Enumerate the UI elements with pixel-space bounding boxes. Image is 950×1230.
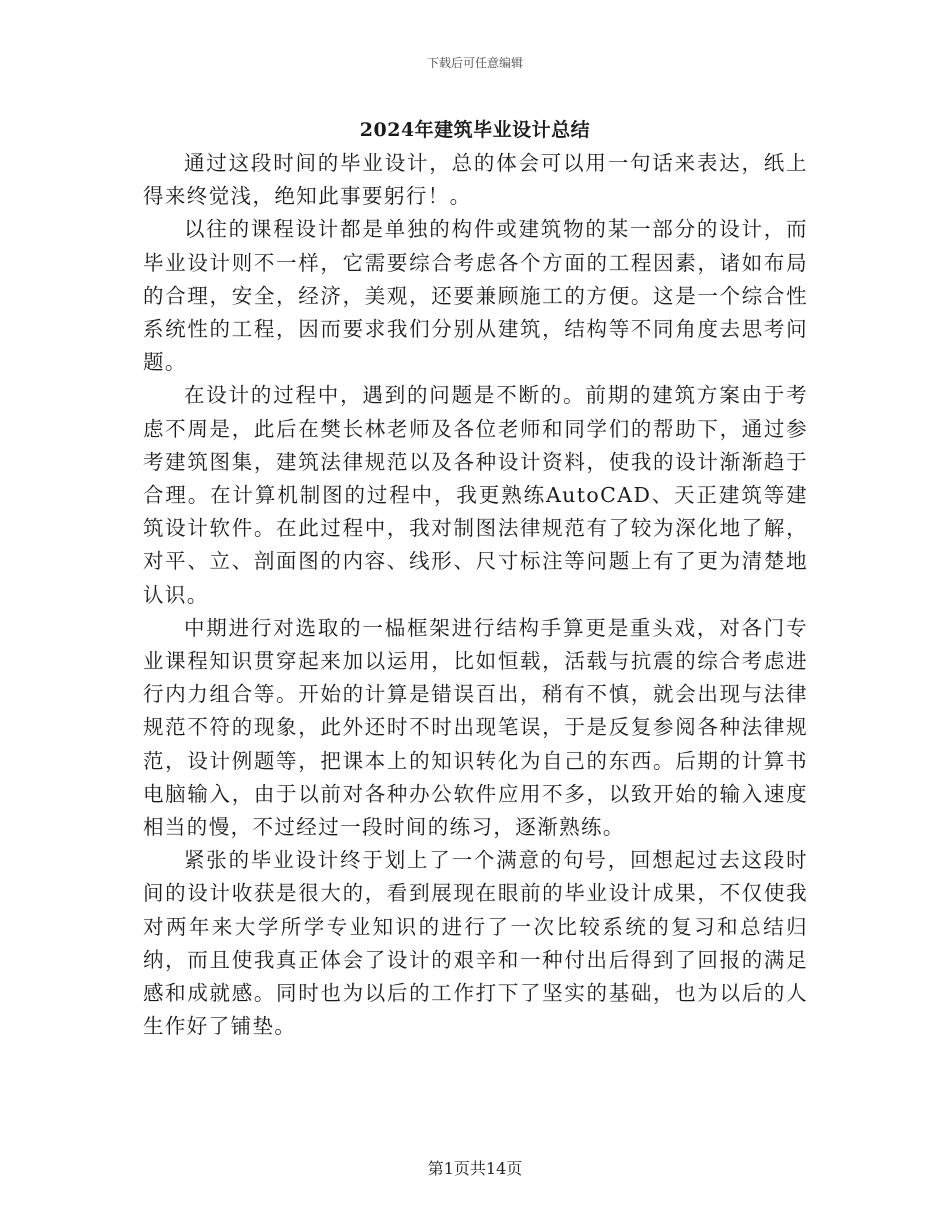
document-body (143, 147, 808, 1043)
paragraph: 在设计的过程中，遇到的问题是不断的。前期的建筑方案由于考虑不周是，此后在樊长林老师及各位老师和同学们的帮助下，通过参考建筑图集，建筑法律规范以及各种设计资料，使我的设计渐渐趋于合理。在计算机制图的过程中，我更熟练AutoCAD、天正建筑等建筑设计软件。在此过程中，我对制图法律规范有了较为深化地了解，对平、立、剖面图的内容、线形、尺寸标注等问题上有了更为清楚地认识。 (143, 383, 808, 607)
paragraph: 中期进行对选取的一榀框架进行结构手算更是重头戏，对各门专业课程知识贯穿起来加以运用，比如恒载，活载与抗震的综合考虑进行内力组合等。开始的计算是错误百出，稍有不慎，就会出现与法律规范不符的现象，此外还时不时出现笔误，于是反复参阅各种法律规范，设计例题等，把课本上的知识转化为自己的东西。后期的计算书电脑输入，由于以前对各种办公软件应用不多，以致开始的输入速度相当的慢，不过经过一段时间的练习，逐渐熟练。 (143, 615, 808, 840)
page-number: 第1页共14页 (427, 1159, 523, 1178)
paragraph: 紧张的毕业设计终于划上了一个满意的句号，回想起过去这段时间的设计收获是很大的，看到展现在眼前的毕业设计成果，不仅使我对两年来大学所学专业知识的进行了一次比较系统的复习和总结归纳，而且使我真正体会了设计的艰辛和一种付出后得到了回报的满足感和成就感。同时也为以后的工作打下了坚实的基础，也为以后的人生作好了铺垫。 (143, 848, 808, 1039)
header-note: 下载后可任意编辑 (426, 56, 523, 70)
paragraph: 以往的课程设计都是单独的构件或建筑物的某一部分的设计，而毕业设计则不一样，它需要综合考虑各个方面的工程因素，诸如布局的合理，安全，经济，美观，还要兼顾施工的方便。这是一个综合性系统性的工程，因而要求我们分别从建筑，结构等不同角度去思考问题。 (143, 217, 808, 375)
paragraph: 通过这段时间的毕业设计，总的体会可以用一句话来表达，纸上得来终觉浅，绝知此事要躬行！。 (143, 151, 808, 209)
document-title: 2024年建筑毕业设计总结 (359, 119, 591, 141)
